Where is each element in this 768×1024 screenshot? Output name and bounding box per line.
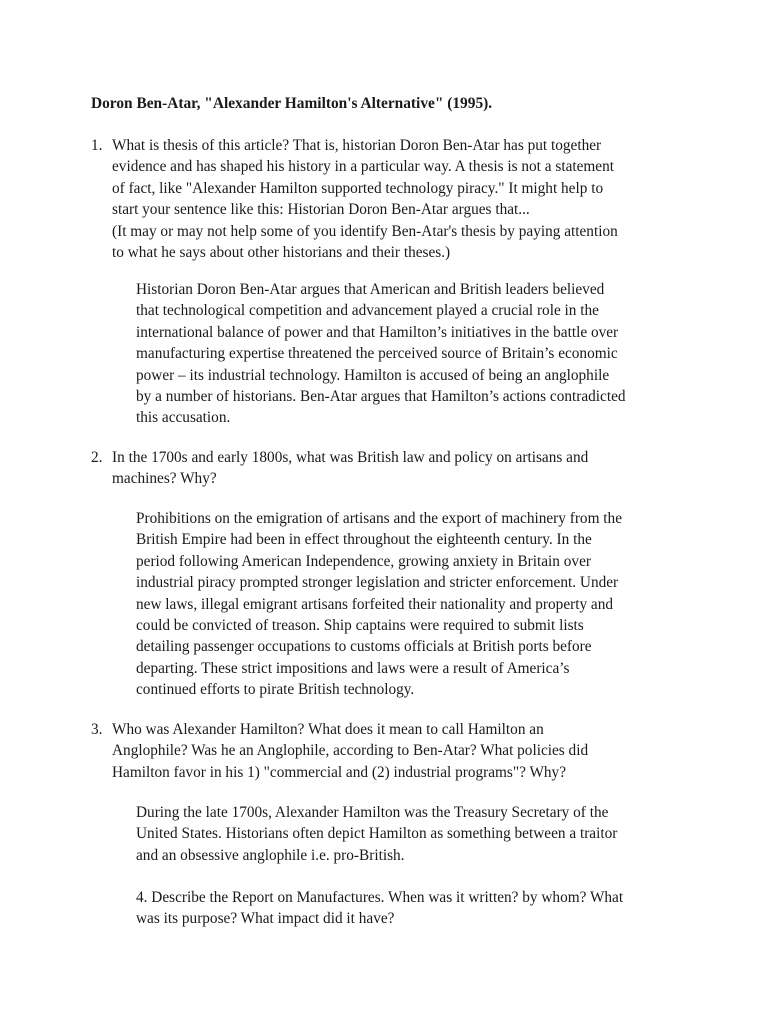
- question-1-text: What is thesis of this article? That is, historian Doron Ben-Atar has put together evidence and has shaped his history in a particular way. A thesis is not a statement of fact, like "Alexander Hamilton supported technology piracy." It might help to start your sentence like this: Historian Doron Ben-Atar argues that... (It may or may not help some of you identify Ben-Atar's thesis by paying attention to what he says about other historians and their theses.): [112, 137, 618, 262]
- question-4: 4. Describe the Report on Manufactures. When was it written? by whom? What was its purpose? What impact did it have?: [136, 889, 624, 928]
- question-2-text: In the 1700s and early 1800s, what was British law and policy on artisans and machines? Why?: [112, 449, 589, 488]
- question-2: [91, 447, 691, 490]
- document-title: Doron Ben-Atar, "Alexander Hamilton's Alternative" (1995).: [91, 95, 493, 112]
- question-3: [91, 719, 691, 783]
- question-1: [91, 135, 691, 263]
- question-3-number: 3.: [91, 721, 103, 738]
- question-2-number: 2.: [91, 449, 103, 466]
- answer-1: Historian Doron Ben-Atar argues that American and British leaders believed that technological competition and advancement played a crucial role in the international balance of power and that Hamilton’s initiatives in the battle over manufacturing expertise threatened the perceived source of Britain’s economic power – its industrial technology. Hamilton is accused of being an anglophile by a number of historians. Ben-Atar argues that Hamilton’s actions contradicted this accusation.: [136, 281, 626, 427]
- question-3-text: Who was Alexander Hamilton? What does it mean to call Hamilton an Anglophile? Was he an Anglophile, according to Ben-Atar? What policies did Hamilton favor in his 1) "commercial and (2) industrial programs"? Why?: [112, 721, 589, 781]
- answer-3: During the late 1700s, Alexander Hamilton was the Treasury Secretary of the United States. Historians often depict Hamilton as something between a traitor and an obsessive anglophile i.e. pro-British.: [136, 804, 618, 864]
- question-1-number: 1.: [91, 137, 103, 154]
- answer-2: Prohibitions on the emigration of artisans and the export of machinery from the British Empire had been in effect throughout the eighteenth century. In the period following American Independence, growing anxiety in Britain over industrial piracy prompted stronger legislation and stricter enforcement. Under new laws, illegal emigrant artisans forfeited their nationality and property and could be convicted of treason. Ship captains were required to submit lists detailing passenger occupations to customs officials at British ports before departing. These strict impositions and laws were a result of America’s continued efforts to pirate British technology.: [136, 510, 622, 699]
